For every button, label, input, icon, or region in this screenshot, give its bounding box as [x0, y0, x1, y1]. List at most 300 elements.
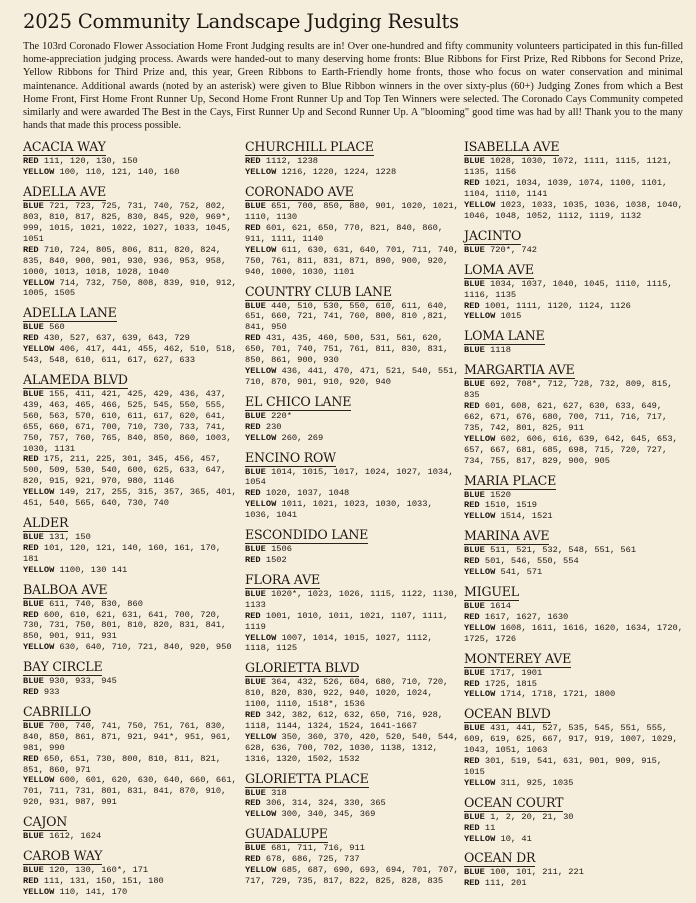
- house-numbers: 601, 621, 650, 770, 821, 840, 860, 911, 1111, 1140: [245, 223, 444, 244]
- house-numbers: 1014, 1015, 1017, 1024, 1027, 1034, 1054: [245, 466, 454, 488]
- house-numbers: 1023, 1033, 1035, 1036, 1038, 1040, 1046, 1048, 1052, 1112, 1119, 1132: [464, 200, 683, 221]
- results-column-3: [464, 138, 683, 902]
- street-name: LOMA AVE: [464, 261, 534, 277]
- street-name: GUADALUPE: [245, 826, 328, 842]
- house-numbers: 1514, 1521: [500, 511, 553, 522]
- ribbon-label: BLUE: [464, 345, 485, 356]
- ribbon-label: YELLOW: [464, 433, 496, 444]
- street-block: [245, 825, 460, 887]
- house-numbers: 431, 441, 527, 535, 545, 551, 555, 609, 619, 625, 667, 917, 919, 1007, 1029, 1043, 1051, 1063: [464, 723, 678, 756]
- street-name: CHURCHILL PLACE: [245, 139, 374, 155]
- ribbon-line-blue: [464, 345, 683, 356]
- ribbon-line-red: [245, 854, 460, 865]
- ribbon-label: YELLOW: [245, 432, 277, 443]
- house-numbers: 1717, 1901: [490, 667, 543, 678]
- ribbon-line-blue: [464, 245, 683, 256]
- street-block: [245, 449, 460, 522]
- ribbon-line-yellow: [23, 565, 241, 576]
- ribbon-label: RED: [245, 488, 261, 499]
- street-block: [464, 261, 683, 323]
- street-name: OCEAN COURT: [464, 794, 564, 810]
- ribbon-label: YELLOW: [464, 777, 496, 788]
- ribbon-line-yellow: [245, 633, 460, 655]
- ribbon-line-blue: [464, 490, 683, 501]
- ribbon-label: BLUE: [245, 466, 266, 477]
- ribbon-label: BLUE: [464, 244, 485, 255]
- ribbon-line-blue: [23, 389, 241, 454]
- ribbon-line-yellow: [23, 167, 241, 178]
- ribbon-label: RED: [464, 401, 480, 412]
- results-column-1: [23, 138, 245, 902]
- house-numbers: 318: [271, 787, 287, 798]
- ribbon-line-blue: [23, 322, 241, 333]
- house-numbers: 1, 2, 20, 21, 30: [490, 811, 574, 822]
- ribbon-label: RED: [23, 687, 39, 698]
- ribbon-label: BLUE: [245, 588, 266, 599]
- street-block: [464, 327, 683, 356]
- house-numbers: 1510, 1519: [484, 500, 537, 511]
- ribbon-label: RED: [464, 878, 480, 889]
- ribbon-line-red: [245, 422, 460, 433]
- house-numbers: 1725, 1815: [484, 678, 537, 689]
- street-name: BAY CIRCLE: [23, 659, 103, 675]
- street-block: [245, 183, 460, 277]
- ribbon-label: RED: [23, 333, 39, 344]
- street-block: [464, 361, 683, 466]
- ribbon-line-blue: [245, 411, 460, 422]
- house-numbers: 511, 521, 532, 548, 551, 561: [490, 545, 637, 556]
- ribbon-line-blue: [245, 843, 460, 854]
- house-numbers: 10, 41: [500, 833, 532, 844]
- ribbon-line-blue: [23, 201, 241, 245]
- ribbon-label: YELLOW: [23, 886, 55, 897]
- ribbon-line-blue: [464, 379, 683, 401]
- ribbon-line-blue: [245, 544, 460, 555]
- street-name: ESCONDIDO LANE: [245, 527, 369, 543]
- street-name: LOMA LANE: [464, 328, 545, 344]
- ribbon-label: YELLOW: [464, 689, 496, 700]
- ribbon-line-yellow: [245, 245, 460, 278]
- ribbon-label: RED: [23, 609, 39, 620]
- house-numbers: 111, 201: [484, 878, 527, 889]
- house-numbers: 1001, 1111, 1120, 1124, 1126: [484, 300, 631, 311]
- ribbon-label: BLUE: [464, 278, 485, 289]
- house-numbers: 100, 101, 211, 221: [490, 867, 584, 878]
- ribbon-label: RED: [245, 798, 261, 809]
- ribbon-line-red: [464, 612, 683, 623]
- street-block: [245, 283, 460, 388]
- ribbon-line-yellow: [464, 311, 683, 322]
- ribbon-label: RED: [245, 421, 261, 432]
- ribbon-line-blue: [245, 201, 460, 223]
- street-name: ADELLA AVE: [23, 184, 106, 200]
- street-name: MIGUEL: [464, 583, 519, 599]
- ribbon-line-red: [245, 333, 460, 366]
- street-block: [23, 371, 241, 509]
- ribbon-line-blue: [464, 601, 683, 612]
- ribbon-label: RED: [245, 854, 261, 865]
- ribbon-label: RED: [23, 156, 39, 167]
- ribbon-label: BLUE: [23, 598, 44, 609]
- ribbon-line-red: [464, 301, 683, 312]
- ribbon-line-blue: [245, 467, 460, 489]
- ribbon-label: RED: [23, 542, 39, 553]
- house-numbers: 260, 269: [281, 432, 324, 443]
- street-name: MARGARTIA AVE: [464, 362, 575, 378]
- ribbon-line-yellow: [245, 865, 460, 887]
- ribbon-line-red: [464, 679, 683, 690]
- ribbon-label: RED: [23, 753, 39, 764]
- ribbon-line-red: [23, 610, 241, 643]
- ribbon-label: YELLOW: [23, 487, 55, 498]
- ribbon-line-blue: [23, 532, 241, 543]
- ribbon-label: YELLOW: [245, 632, 277, 643]
- street-block: [245, 138, 460, 178]
- ribbon-line-blue: [245, 589, 460, 611]
- ribbon-label: RED: [464, 678, 480, 689]
- house-numbers: 430, 527, 637, 639, 643, 729: [43, 333, 190, 344]
- ribbon-label: BLUE: [245, 787, 266, 798]
- street-name: GLORIETTA BLVD: [245, 660, 360, 676]
- street-block: [464, 583, 683, 645]
- ribbon-line-yellow: [245, 499, 460, 521]
- ribbon-line-blue: [245, 677, 460, 710]
- street-block: [464, 527, 683, 578]
- street-block: [464, 849, 683, 889]
- ribbon-label: BLUE: [23, 201, 44, 212]
- house-numbers: 431, 435, 460, 500, 531, 561, 620, 650, 701, 740, 751, 761, 811, 830, 831, 850, 861, 900, 930: [245, 333, 449, 366]
- house-numbers: 1216, 1220, 1224, 1228: [281, 167, 397, 178]
- ribbon-label: BLUE: [464, 489, 485, 500]
- house-numbers: 1608, 1611, 1616, 1620, 1634, 1720, 1725, 1726: [464, 622, 683, 644]
- ribbon-label: RED: [245, 610, 261, 621]
- street-block: [245, 571, 460, 654]
- house-numbers: 11: [484, 822, 496, 833]
- ribbon-line-red: [464, 878, 683, 889]
- ribbon-line-yellow: [464, 567, 683, 578]
- ribbon-label: RED: [245, 554, 261, 565]
- ribbon-label: BLUE: [23, 322, 44, 333]
- house-numbers: 651, 700, 850, 880, 901, 1020, 1021, 1110, 1130: [245, 201, 459, 223]
- ribbon-line-red: [245, 555, 460, 566]
- house-numbers: 541, 571: [500, 567, 543, 578]
- house-numbers: 1714, 1718, 1721, 1800: [500, 689, 616, 700]
- ribbon-line-red: [23, 156, 241, 167]
- ribbon-line-red: [23, 876, 241, 887]
- street-block: [245, 770, 460, 821]
- ribbon-label: RED: [245, 710, 261, 721]
- street-block: [23, 847, 241, 898]
- ribbon-line-yellow: [245, 167, 460, 178]
- street-block: [23, 581, 241, 654]
- ribbon-line-blue: [464, 279, 683, 301]
- ribbon-line-red: [23, 687, 241, 698]
- ribbon-label: BLUE: [245, 300, 266, 311]
- house-numbers: 101, 120, 121, 140, 160, 161, 170, 181: [23, 542, 222, 564]
- street-name: OCEAN BLVD: [464, 706, 551, 722]
- house-numbers: 1617, 1627, 1630: [484, 611, 569, 622]
- house-numbers: 155, 411, 421, 425, 429, 436, 437, 439, 463, 465, 466, 525, 545, 550, 555, 560, 563, 570, 610, 611, 617, 620, 641, 655, 660, 671, 700, 710, 730, 733, 741, 750, 757, 760, 765, 840, 850, 860, 1003, 1030, 1131: [23, 389, 232, 454]
- house-numbers: 602, 606, 616, 639, 642, 645, 653, 657, 667, 681, 685, 698, 715, 720, 727, 734, 755, 817, 829, 900, 905: [464, 433, 678, 466]
- street-name: BALBOA AVE: [23, 581, 108, 597]
- street-block: [23, 304, 241, 366]
- ribbon-label: YELLOW: [245, 731, 277, 742]
- street-name: JACINTO: [464, 227, 522, 243]
- house-numbers: 501, 546, 550, 554: [484, 556, 579, 567]
- house-numbers: 1001, 1010, 1011, 1021, 1107, 1111, 1119: [245, 610, 449, 632]
- ribbon-label: RED: [464, 756, 480, 767]
- house-numbers: 342, 382, 612, 632, 650, 716, 928, 1118, 1144, 1324, 1524, 1641-1667: [245, 710, 444, 731]
- ribbon-label: YELLOW: [23, 642, 55, 653]
- house-numbers: 714, 732, 750, 808, 839, 910, 912, 1005, 1505: [23, 277, 237, 299]
- street-name: GLORIETTA PLACE: [245, 770, 369, 786]
- ribbon-label: YELLOW: [23, 344, 55, 355]
- ribbon-line-blue: [23, 721, 241, 754]
- ribbon-line-yellow: [23, 642, 241, 653]
- ribbon-line-yellow: [464, 434, 683, 467]
- ribbon-line-red: [464, 500, 683, 511]
- ribbon-line-yellow: [23, 775, 241, 808]
- street-name: EL CHICO LANE: [245, 393, 352, 409]
- house-numbers: 440, 510, 530, 550, 610, 611, 640, 651, 660, 721, 741, 760, 800, 810 ,821, 841, 950: [245, 300, 449, 333]
- ribbon-line-blue: [464, 668, 683, 679]
- house-numbers: 700, 740, 741, 750, 751, 761, 830, 840, 850, 861, 871, 921, 941*, 951, 961, 981, 990: [23, 720, 232, 753]
- ribbon-line-red: [23, 245, 241, 278]
- ribbon-label: YELLOW: [464, 567, 496, 578]
- street-block: [464, 138, 683, 221]
- house-numbers: 1015: [500, 311, 522, 322]
- ribbon-line-blue: [464, 545, 683, 556]
- house-numbers: 350, 360, 370, 420, 520, 540, 544, 628, 636, 700, 702, 1030, 1138, 1312, 1316, 1320, 1502, 1532: [245, 731, 459, 764]
- ribbon-line-red: [23, 754, 241, 776]
- ribbon-line-red: [245, 798, 460, 809]
- house-numbers: 710, 724, 805, 806, 811, 820, 824, 835, 840, 900, 901, 930, 936, 953, 958, 1000, 1013, 1018, 1028, 1040: [23, 244, 227, 277]
- ribbon-label: YELLOW: [23, 277, 55, 288]
- house-numbers: 1520: [490, 489, 511, 500]
- street-block: [245, 393, 460, 444]
- ribbon-line-blue: [464, 723, 683, 756]
- street-block: [23, 514, 241, 576]
- ribbon-line-blue: [464, 156, 683, 178]
- street-name: CAROB WAY: [23, 848, 103, 864]
- house-numbers: 306, 314, 324, 330, 365: [265, 798, 386, 809]
- ribbon-label: YELLOW: [464, 200, 496, 211]
- house-numbers: 1506: [271, 544, 292, 555]
- house-numbers: 111, 131, 150, 151, 180: [43, 876, 164, 887]
- ribbon-label: BLUE: [245, 677, 266, 688]
- ribbon-label: RED: [245, 223, 261, 234]
- ribbon-line-red: [464, 556, 683, 567]
- ribbon-line-red: [23, 333, 241, 344]
- ribbon-line-yellow: [464, 834, 683, 845]
- street-block: [245, 659, 460, 764]
- ribbon-label: YELLOW: [23, 564, 55, 575]
- house-numbers: 1100, 130 141: [59, 564, 128, 575]
- street-name: CAJON: [23, 814, 68, 830]
- house-numbers: 301, 519, 541, 631, 901, 909, 915, 1015: [464, 756, 663, 777]
- house-numbers: 933: [43, 687, 60, 698]
- ribbon-line-red: [245, 488, 460, 499]
- street-name: COUNTRY CLUB LANE: [245, 283, 392, 299]
- ribbon-line-yellow: [464, 778, 683, 789]
- ribbon-line-yellow: [23, 278, 241, 300]
- ribbon-line-blue: [23, 599, 241, 610]
- street-block: [464, 227, 683, 256]
- house-numbers: 1021, 1034, 1039, 1074, 1100, 1101, 1104, 1110, 1141: [464, 178, 668, 200]
- ribbon-label: BLUE: [464, 867, 485, 878]
- house-numbers: 650, 651, 730, 800, 810, 811, 821, 851, 860, 971: [23, 753, 222, 775]
- street-block: [464, 650, 683, 701]
- street-name: ENCINO ROW: [245, 449, 336, 465]
- house-numbers: 131, 150: [49, 531, 91, 542]
- ribbon-label: BLUE: [245, 843, 266, 854]
- ribbon-label: BLUE: [23, 865, 44, 876]
- ribbon-label: RED: [23, 876, 39, 887]
- ribbon-label: BLUE: [245, 410, 266, 421]
- ribbon-label: BLUE: [464, 545, 485, 556]
- house-numbers: 436, 441, 470, 471, 521, 540, 551, 710, 870, 901, 910, 920, 940: [245, 366, 459, 387]
- ribbon-label: BLUE: [23, 831, 44, 842]
- results-column-2: [245, 138, 464, 902]
- ribbon-label: YELLOW: [245, 499, 277, 510]
- street-block: [23, 813, 241, 842]
- ribbon-label: BLUE: [23, 676, 44, 687]
- house-numbers: 1007, 1014, 1015, 1027, 1112, 1118, 1125: [245, 632, 433, 654]
- house-numbers: 120, 130, 160*, 171: [49, 865, 149, 876]
- ribbon-line-yellow: [23, 487, 241, 509]
- ribbon-line-yellow: [23, 887, 241, 898]
- ribbon-label: BLUE: [464, 723, 485, 734]
- ribbon-line-blue: [245, 301, 460, 334]
- house-numbers: 678, 686, 725, 737: [265, 854, 360, 865]
- ribbon-label: RED: [23, 454, 39, 465]
- ribbon-label: RED: [464, 556, 480, 567]
- ribbon-label: YELLOW: [23, 775, 55, 786]
- ribbon-label: RED: [464, 500, 480, 511]
- ribbon-line-yellow: [464, 623, 683, 645]
- house-numbers: 630, 640, 710, 721, 840, 920, 950: [59, 642, 232, 653]
- intro-paragraph: The 103rd Coronado Flower Association Home Front Judging results are in! Over one-hundred and fifty community volunteers participated in this fun-filled home-appreciation judging process. Awards were handed-out to many deserving home fronts: Blue Ribbons for First Prize, Red Ribbons for Second Prize, Yellow Ribbons for Third Prize and, this year, Green Ribbons to Earth-Friendly home fronts, those who focus on water conservation and minimal maintenance. Additional awards (noted by an asterisk) were given to Blue Ribbon winners in the over sixty-plus (60+) Judging Zones from which a Best Home Front, First Home Front Runner Up, Second Home Front Runner Up and Top Ten Winners were selected. The Coronado Cays Community competed similarly and were awarded The Best in the Cays, First Runner Up and Second Runner Up. A "blooming" good time was had by all! Thank you to the many hands that made this process possible.: [23, 41, 683, 132]
- ribbon-label: BLUE: [23, 389, 44, 400]
- street-block: [464, 472, 683, 523]
- ribbon-line-red: [23, 454, 241, 487]
- ribbon-line-blue: [464, 812, 683, 823]
- ribbon-label: BLUE: [23, 531, 44, 542]
- ribbon-label: YELLOW: [464, 511, 496, 522]
- street-name: MARIA PLACE: [464, 472, 557, 488]
- ribbon-label: RED: [464, 300, 480, 311]
- ribbon-line-red: [245, 611, 460, 633]
- house-numbers: 364, 432, 526, 604, 680, 710, 720, 810, 820, 830, 922, 940, 1020, 1024, 1100, 1110, 1518*, 1536: [245, 677, 449, 710]
- ribbon-label: YELLOW: [464, 833, 496, 844]
- house-numbers: 611, 740, 830, 860: [49, 598, 143, 609]
- street-block: [23, 183, 241, 299]
- ribbon-line-yellow: [245, 433, 460, 444]
- house-numbers: 681, 711, 716, 911: [271, 843, 365, 854]
- house-numbers: 600, 601, 620, 630, 640, 660, 661, 701, 711, 731, 801, 831, 841, 870, 910, 920, 931, 987, 991: [23, 775, 237, 808]
- ribbon-label: BLUE: [464, 156, 485, 167]
- ribbon-label: BLUE: [464, 667, 485, 678]
- ribbon-label: RED: [464, 822, 480, 833]
- house-numbers: 1118: [490, 345, 511, 356]
- house-numbers: 220*: [271, 410, 292, 421]
- ribbon-line-blue: [245, 788, 460, 799]
- street-block: [23, 703, 241, 808]
- ribbon-label: RED: [464, 611, 480, 622]
- house-numbers: 1612, 1624: [49, 831, 102, 842]
- house-numbers: 720*, 742: [490, 244, 537, 255]
- street-block: [23, 138, 241, 178]
- house-numbers: 611, 630, 631, 640, 701, 711, 740, 750, 761, 811, 831, 871, 890, 900, 920, 940, 1000, 1030, 1101: [245, 244, 459, 277]
- ribbon-label: BLUE: [464, 600, 485, 611]
- house-numbers: 1034, 1037, 1040, 1045, 1110, 1115, 1116, 1135: [464, 278, 673, 300]
- ribbon-line-red: [464, 756, 683, 778]
- ribbon-label: YELLOW: [245, 167, 277, 178]
- house-numbers: 111, 120, 130, 150: [43, 156, 138, 167]
- street-block: [23, 658, 241, 698]
- ribbon-label: RED: [464, 178, 480, 189]
- house-numbers: 1502: [265, 554, 287, 565]
- house-numbers: 230: [265, 421, 282, 432]
- house-numbers: 930, 933, 945: [49, 676, 117, 687]
- ribbon-label: BLUE: [464, 811, 485, 822]
- house-numbers: 110, 141, 170: [59, 886, 128, 897]
- ribbon-label: BLUE: [245, 201, 266, 212]
- house-numbers: 1020*, 1023, 1026, 1115, 1122, 1130, 1133: [245, 588, 459, 610]
- street-name: MONTEREY AVE: [464, 650, 572, 666]
- ribbon-line-yellow: [464, 200, 683, 222]
- ribbon-line-red: [245, 223, 460, 245]
- house-numbers: 300, 340, 345, 369: [281, 809, 376, 820]
- street-name: OCEAN DR: [464, 850, 536, 866]
- street-block: [245, 526, 460, 566]
- ribbon-label: RED: [245, 156, 261, 167]
- ribbon-line-red: [464, 401, 683, 434]
- house-numbers: 1020, 1037, 1048: [265, 488, 350, 499]
- ribbon-line-red: [464, 178, 683, 200]
- ribbon-line-yellow: [464, 689, 683, 700]
- ribbon-label: BLUE: [245, 544, 266, 555]
- street-name: CABRILLO: [23, 703, 91, 719]
- ribbon-label: YELLOW: [245, 366, 277, 377]
- street-block: [464, 705, 683, 788]
- house-numbers: 100, 110, 121, 140, 160: [59, 167, 180, 178]
- ribbon-label: YELLOW: [464, 311, 496, 322]
- street-name: ADELLA LANE: [23, 305, 117, 321]
- ribbon-line-blue: [23, 865, 241, 876]
- ribbon-line-red: [464, 823, 683, 834]
- house-numbers: 1614: [490, 600, 511, 611]
- ribbon-line-blue: [464, 867, 683, 878]
- ribbon-label: YELLOW: [245, 865, 277, 876]
- street-name: CORONADO AVE: [245, 184, 354, 200]
- ribbon-label: YELLOW: [245, 809, 277, 820]
- street-block: [464, 794, 683, 845]
- street-name: MARINA AVE: [464, 528, 550, 544]
- ribbon-line-yellow: [245, 732, 460, 765]
- results-columns: [23, 138, 683, 902]
- ribbon-label: YELLOW: [245, 244, 277, 255]
- page-title: 2025 Community Landscape Judging Results: [23, 10, 459, 33]
- house-numbers: 149, 217, 255, 315, 357, 365, 401, 451, 540, 565, 640, 730, 740: [23, 487, 237, 509]
- house-numbers: 560: [49, 322, 65, 333]
- street-name: ISABELLA AVE: [464, 139, 560, 155]
- house-numbers: 600, 610, 621, 631, 641, 700, 720, 730, 731, 750, 801, 810, 820, 831, 841, 850, 901, 911, 931: [23, 609, 227, 642]
- ribbon-line-yellow: [245, 809, 460, 820]
- ribbon-line-red: [245, 710, 460, 732]
- ribbon-label: RED: [245, 333, 261, 344]
- ribbon-label: BLUE: [464, 379, 485, 390]
